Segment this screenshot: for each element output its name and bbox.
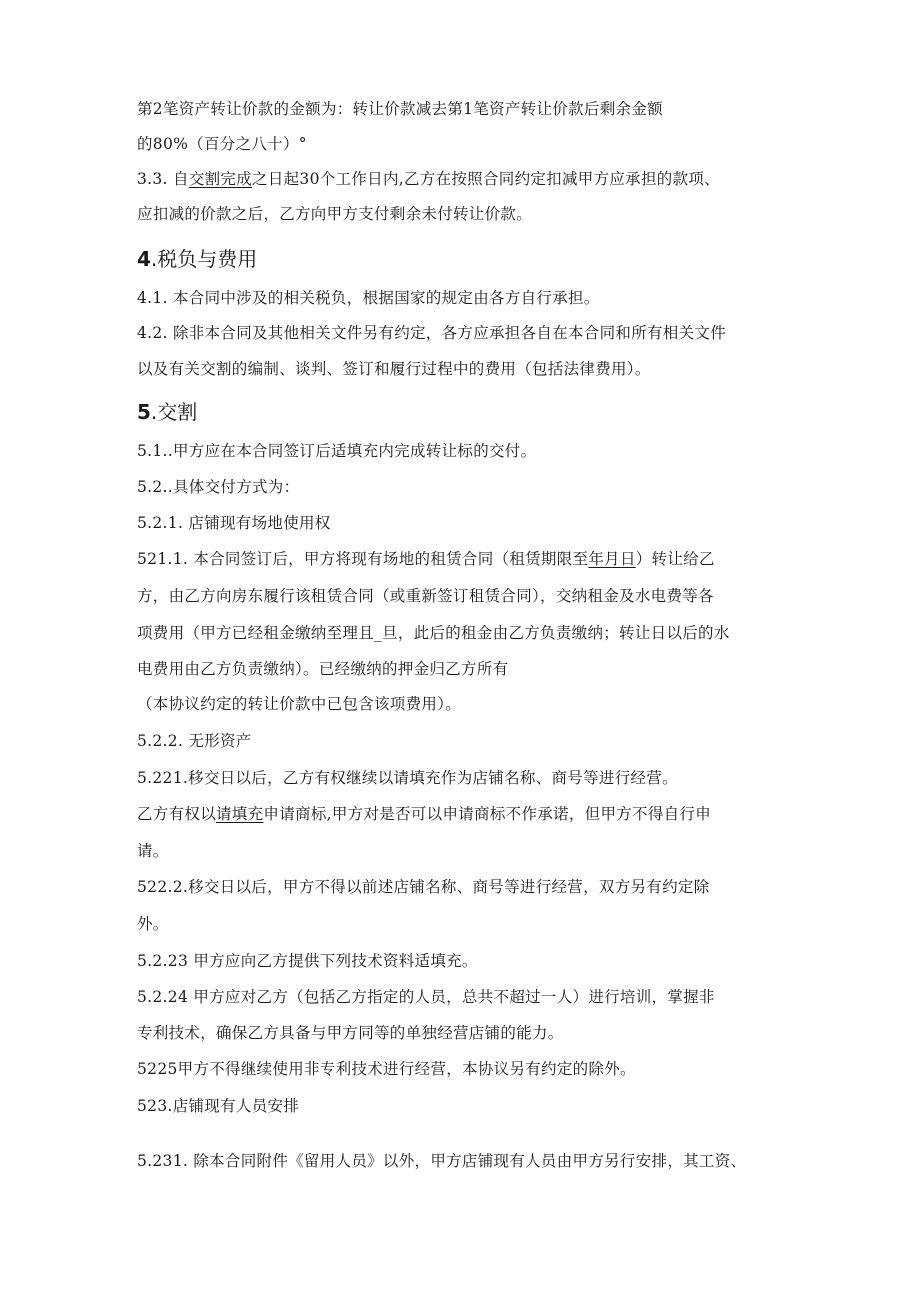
text-line: 请。 — [137, 842, 169, 860]
text-line — [137, 548, 715, 570]
text-line: 5.2.23 甲方应向乙方提供下列技术资料适填充。 — [137, 952, 478, 970]
text-segment: 521.1. 本合同签订后，甲方将现有场地的租赁合同（租赁期限至 — [137, 550, 589, 568]
text-segment: 申请商标,甲方对是否可以申请商标不作承诺，但甲方不得自行申 — [263, 805, 712, 823]
section-number: 5 — [137, 400, 151, 424]
text-line: 5.2.1. 店铺现有场地使用权 — [137, 514, 331, 532]
text-line: 以及有关交割的编制、谈判、签订和履行过程中的费用（包括法律费用）。 — [137, 360, 651, 378]
text-line: 电费用由乙方负责缴纳）。已经缴纳的押金归乙方所有 — [137, 660, 509, 678]
text-line: 5.231. 除本合同附件《留用人员》以外，甲方店铺现有人员由甲方另行安排，其工资、 — [137, 1152, 747, 1170]
text-segment: 乙方有权以 — [137, 805, 217, 823]
text-line: 523.店铺现有人员安排 — [137, 1097, 300, 1115]
section-number: 4 — [137, 247, 151, 271]
underlined-term: 年月日 — [588, 550, 636, 568]
text-line: 应扣减的价款之后，乙方向甲方支付剩余未付转让价款。 — [137, 205, 533, 223]
text-line: 的80%（百分之八十）° — [137, 135, 307, 153]
underlined-term: 请填充 — [216, 805, 264, 823]
text-line: 第2笔资产转让价款的金额为：转让价款减去第1笔资产转让价款后剩余金额 — [137, 100, 663, 118]
section-heading — [137, 399, 197, 425]
underlined-term: 交割完成 — [188, 170, 253, 188]
text-line: 项费用（甲方已经租金缴纳至理且_旦，此后的租金由乙方负责缴纳；转让日以后的水 — [137, 624, 730, 642]
section-heading — [137, 246, 257, 272]
text-line: 5.2..具体交付方式为： — [137, 478, 300, 496]
text-segment: 3.3. 自 — [137, 170, 189, 188]
text-line: 外。 — [137, 915, 169, 933]
text-line: 方，由乙方向房东履行该租赁合同（或重新签订租赁合同），交纳租金及水电费等各 — [137, 587, 714, 605]
text-line: （本协议约定的转让价款中已包含该项费用）。 — [137, 695, 462, 713]
text-line — [137, 168, 720, 190]
text-line: 5.2.2. 无形资产 — [137, 732, 252, 750]
section-title: .税负与费用 — [150, 247, 258, 271]
text-line: 专利技术，确保乙方具备与甲方同等的单独经营店铺的能力。 — [137, 1024, 564, 1042]
text-segment: 之日起30个工作日内,乙方在按照合同约定扣减甲方应承担的款项、 — [252, 170, 720, 188]
text-line: 5.1..甲方应在本合同签订后适填充内完成转让标的交付。 — [137, 442, 537, 460]
text-line: 5.2.24 甲方应对乙方（包括乙方指定的人员，总共不超过一人）进行培训，掌握非 — [137, 988, 715, 1006]
text-line — [137, 803, 711, 825]
text-line: 4.2. 除非本合同及其他相关文件另有约定，各方应承担各自在本合同和所有相关文件 — [137, 324, 727, 342]
text-line: 522.2.移交日以后，甲方不得以前述店铺名称、商号等进行经营，双方另有约定除 — [137, 878, 710, 896]
text-segment: ）转让给乙 — [635, 550, 715, 568]
text-line: 4.1. 本合同中涉及的相关税负，根据国家的规定由各方自行承担。 — [137, 289, 600, 307]
section-title: .交割 — [150, 400, 198, 424]
text-line: 5225甲方不得继续使用非专利技术进行经营，本协议另有约定的除外。 — [137, 1060, 636, 1078]
text-line: 5.221.移交日以后，乙方有权继续以请填充作为店铺名称、商号等进行经营。 — [137, 769, 678, 787]
